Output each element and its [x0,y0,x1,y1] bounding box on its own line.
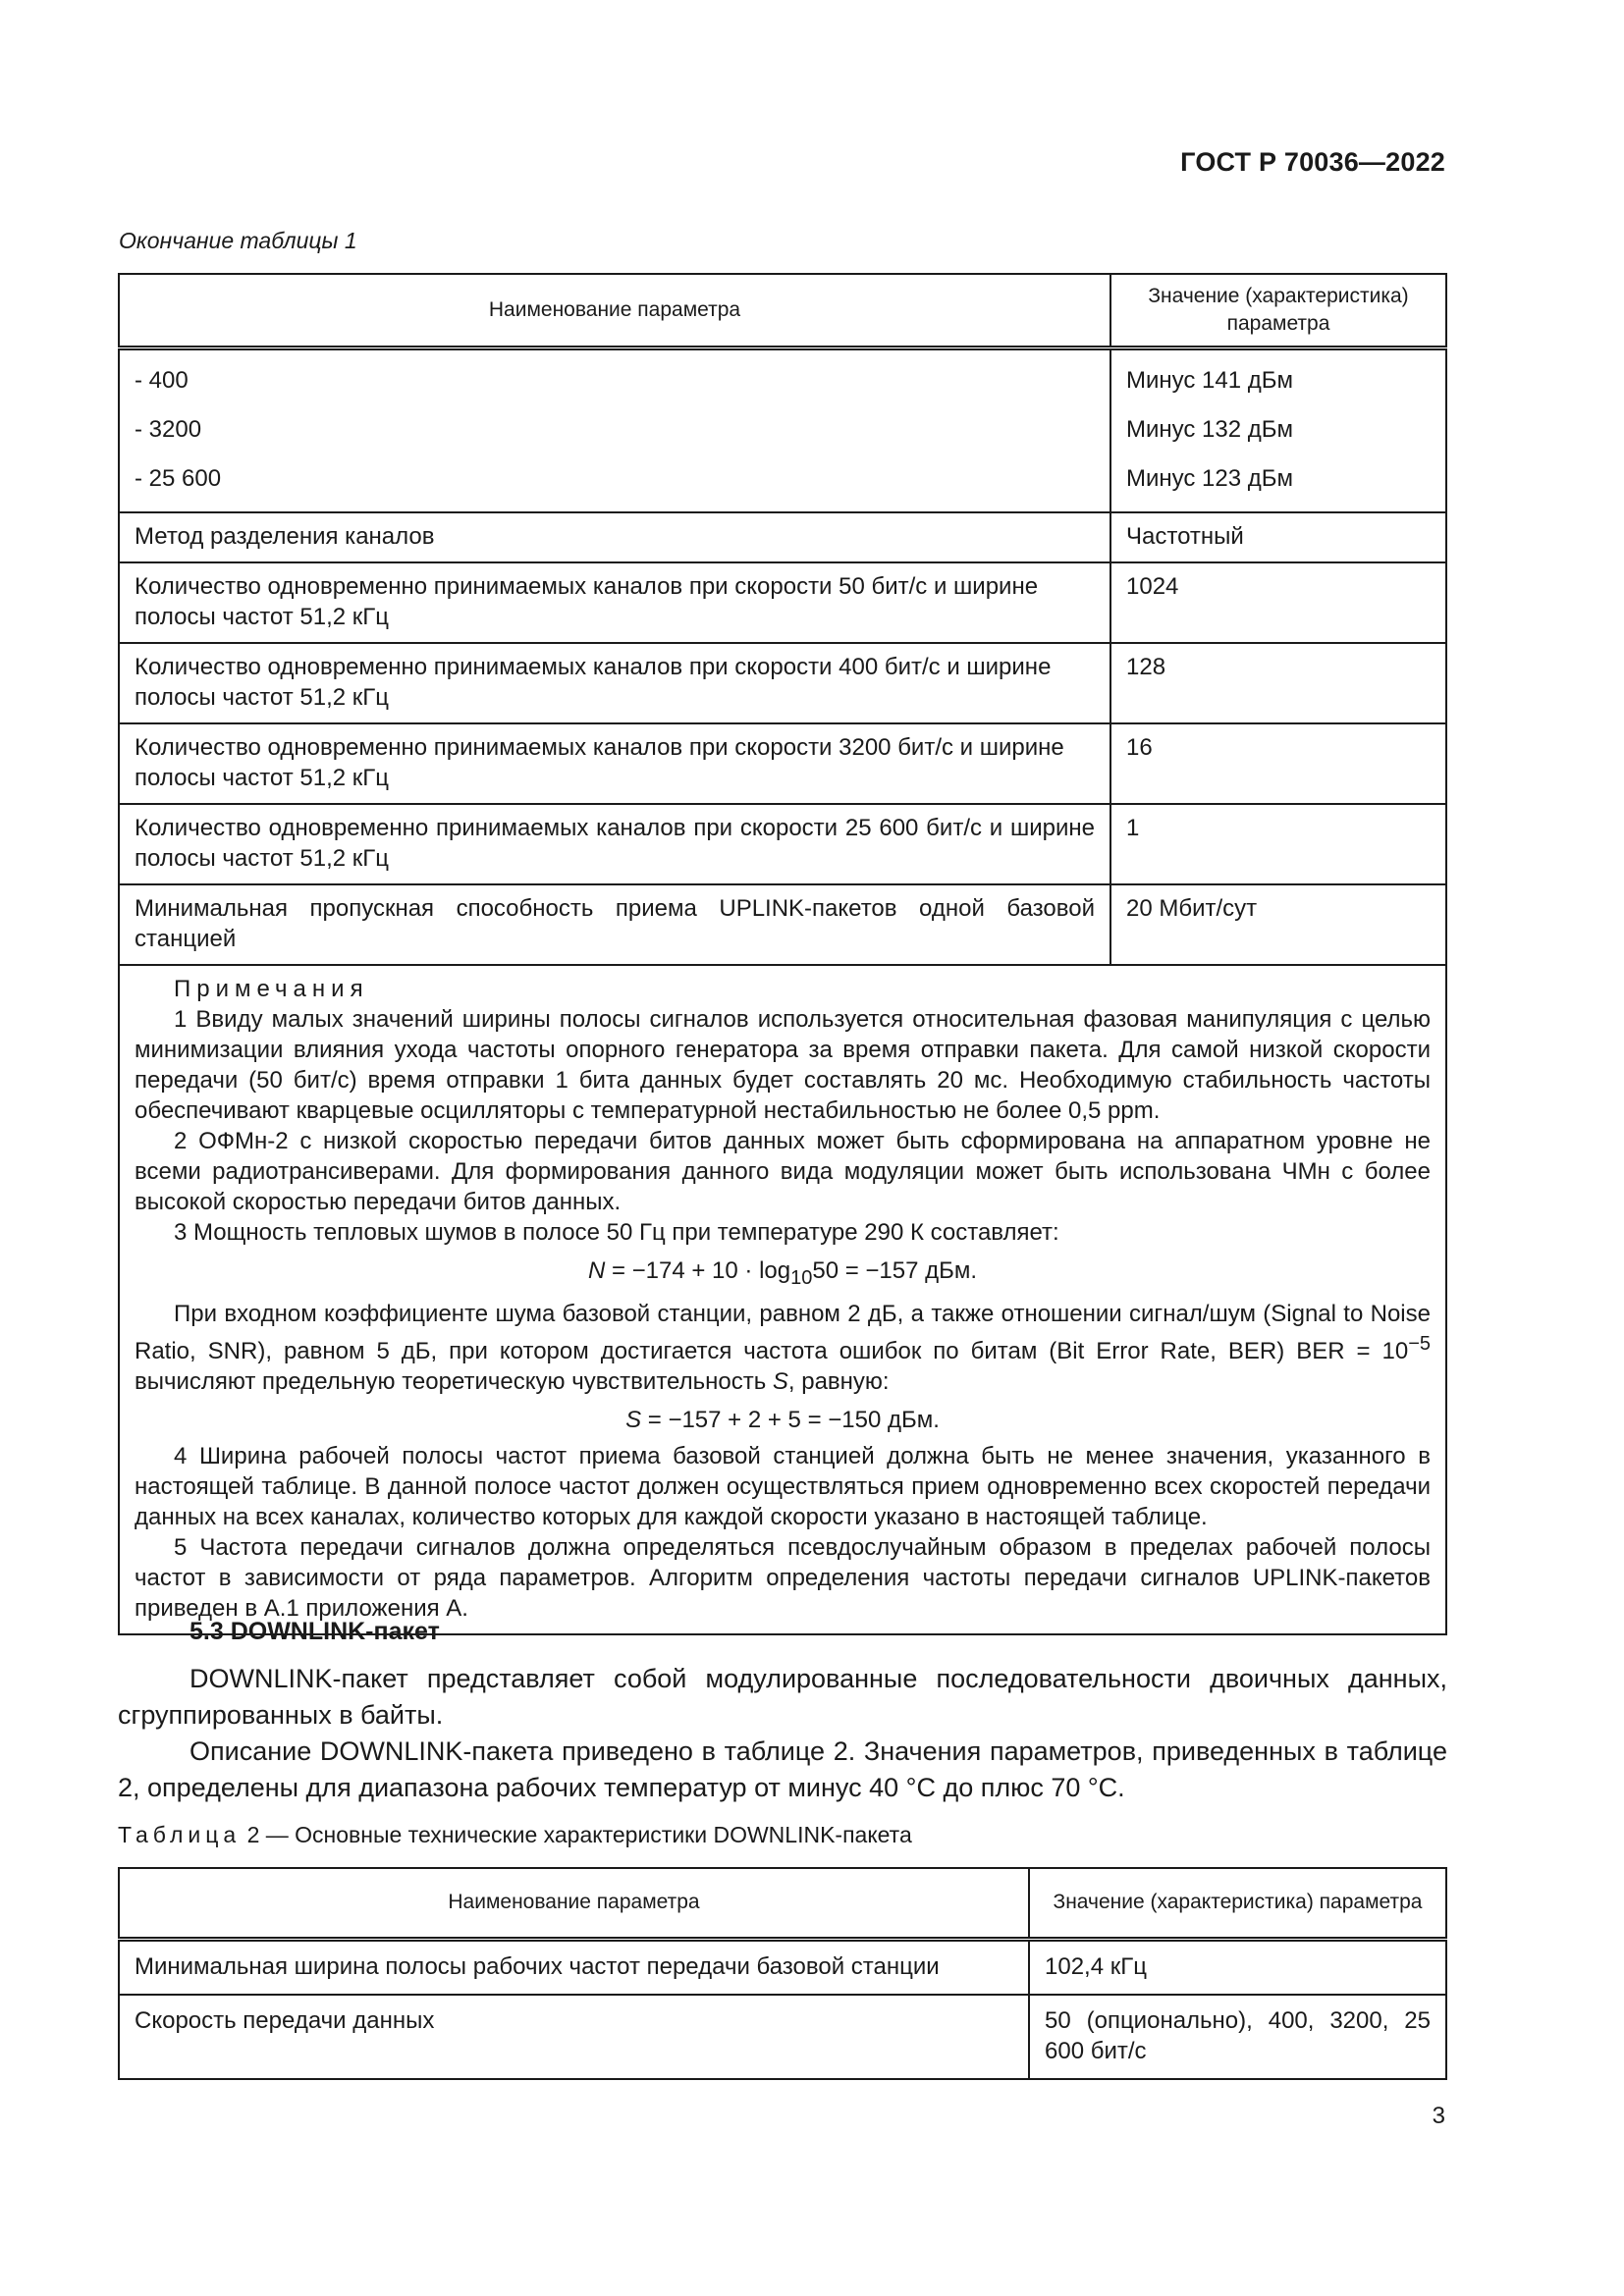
note-3: 3 Мощность тепловых шумов в полосе 50 Гц при температуре 290 К составляет: [174,1218,1059,1246]
table2-caption [118,1822,912,1848]
formula-rhs: 50 = −157 дБм. [812,1256,978,1284]
table1-header-value: Значение (характеристика) параметра [1110,274,1446,347]
table-row [119,1939,1446,1995]
notes-title: Примечания [174,975,369,1002]
table2 [118,1867,1447,2080]
note-1: 1 Ввиду малых значений ширины полосы сигналов используется относительная фазовая манипуляция с целью минимизации влияния ухода частоты опорного генератора за время отправки пакета. Для самой низкой скорости передачи (50 бит/с) время отправки 1 бита данных будет составлять 20 мс. Необходимую стабильность частоты обеспечивают кварцевые осцилляторы с температурной нестабильностью не более 0,5 ppm. [135,1005,1431,1124]
speed-list [119,347,1110,512]
param-name: Количество одновременно принимаемых каналов при скорости 50 бит/с и ширине полосы частот 51,2 кГц [119,562,1110,643]
param-value: 1 [1110,804,1446,884]
param-value: 102,4 кГц [1029,1939,1446,1995]
table-row [119,643,1446,723]
param-value: 20 Мбит/сут [1110,884,1446,965]
speed-item: - 3200 [135,415,202,443]
table-row [119,562,1446,643]
page-number: 3 [1432,2103,1445,2129]
table-row [119,1995,1446,2079]
standard-designation: ГОСТ Р 70036—2022 [1180,147,1445,177]
param-name: Количество одновременно принимаемых каналов при скорости 25 600 бит/с и ширине полосы частот 51,2 кГц [119,804,1110,884]
formula-subscript: 10 [790,1266,813,1289]
table1 [118,273,1447,1635]
param-value: 1024 [1110,562,1446,643]
note-2: 2 ОФМн-2 с низкой скоростью передачи битов данных может быть сформирована на аппаратном уровне не всеми радиотрансиверами. Для формирования данного вида модуляции может быть использована ЧМн с более высокой скоростью передачи битов данных. [135,1127,1431,1215]
paragraph: Описание DOWNLINK-пакета приведено в таблице 2. Значения параметров, приведенных в таблице 2, определены для диапазона рабочих температур от минус 40 °С до плюс 70 °С. [118,1736,1447,1802]
formula-var: S [625,1407,642,1434]
section-paragraph-1 [118,1661,1447,1734]
formula-expr: = −157 + 2 + 5 = −150 дБм. [641,1407,940,1434]
section-paragraph-2 [118,1734,1447,1806]
speed-item: - 400 [135,366,189,394]
table-row [119,512,1446,562]
param-name: Количество одновременно принимаемых каналов при скорости 400 бит/с и ширине полосы частот 51,2 кГц [119,643,1110,723]
table2-header-name: Наименование параметра [119,1868,1029,1939]
notes-row [119,965,1446,1635]
param-value: 50 (опционально), 400, 3200, 25 600 бит/с [1029,1995,1446,2079]
formula-lhs: = −174 + 10 · log [605,1256,791,1284]
table1-header-name: Наименование параметра [119,274,1110,347]
formula-var: N [587,1256,606,1284]
formula-noise [135,1255,1431,1294]
sensitivity-item: Минус 123 дБм [1126,464,1294,492]
param-name: Количество одновременно принимаемых каналов при скорости 3200 бит/с и ширине полосы частот 51,2 кГц [119,723,1110,804]
table-row [119,723,1446,804]
note-3b-exponent: −5 [1408,1333,1431,1356]
note-3b-text: , равную: [787,1368,890,1396]
table-row [119,347,1446,512]
table1-caption: Окончание таблицы 1 [119,228,357,253]
note-3b [135,1299,1431,1397]
param-value: Частотный [1110,512,1446,562]
paragraph: DOWNLINK-пакет представляет собой модулированные последовательности двоичных данных, сгруппированных в байты. [118,1664,1447,1730]
param-name: Метод разделения каналов [119,512,1110,562]
table2-caption-label: Таблица [118,1822,242,1847]
param-name: Минимальная пропускная способность приема UPLINK-пакетов одной базовой станцией [119,884,1110,965]
sensitivity-list [1110,347,1446,512]
note-3b-text: вычисляют предельную теоретическую чувствительность [135,1368,773,1396]
table-row [119,884,1446,965]
formula-sensitivity [135,1405,1431,1435]
param-name: Скорость передачи данных [119,1995,1029,2079]
note-5: 5 Частота передачи сигналов должна определяться псевдослучайным образом в пределах рабочей полосы частот в зависимости от ряда параметров. Алгоритм определения частоты передачи сигналов UPLINK-пакетов приведен в А.1 приложения А. [135,1534,1431,1623]
param-name: Минимальная ширина полосы рабочих частот передачи базовой станции [119,1939,1029,1995]
table-row [119,804,1446,884]
note-3b-text: При входном коэффициенте шума базовой станции, равном 2 дБ, а также отношении сигнал/шум (Signal to Noise Ratio, SNR), равном 5 дБ, при котором достигается частота ошибок по битам (Bit Error Rate, BER) BER = 10 [135,1301,1431,1365]
table1-notes [119,965,1446,1635]
section-heading: 5.3 DOWNLINK-пакет [189,1618,440,1645]
note-4: 4 Ширина рабочей полосы частот приема базовой станцией должна быть не менее значения, указанного в настоящей таблице. В данной полосе частот должен осуществляться прием одновременно всех скоростей передачи данных на всех каналах, количество которых для каждой скорости указано в настоящей таблице. [135,1443,1431,1531]
table2-header-row [119,1868,1446,1939]
param-value: 16 [1110,723,1446,804]
note-3b-var: S [772,1368,788,1396]
speed-item: - 25 600 [135,464,222,492]
table2-caption-text: 2 — Основные технические характеристики DOWNLINK-пакета [241,1822,912,1847]
sensitivity-item: Минус 141 дБм [1126,366,1294,394]
sensitivity-item: Минус 132 дБм [1126,415,1294,443]
param-value: 128 [1110,643,1446,723]
table2-header-value: Значение (характеристика) параметра [1029,1868,1446,1939]
table1-header-row [119,274,1446,347]
